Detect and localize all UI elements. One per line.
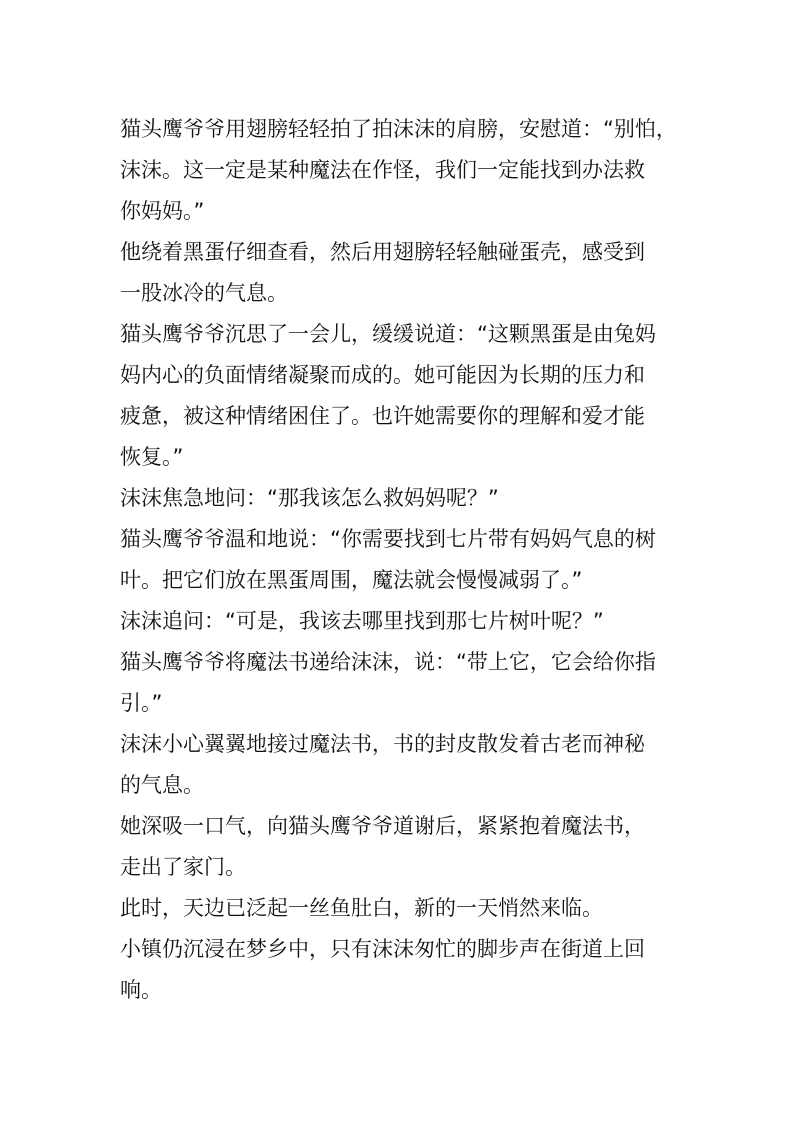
text-line: 的气息。: [120, 773, 204, 797]
text-line: 沫沫。这一定是某种魔法在作怪，我们一定能找到办法救: [120, 158, 645, 182]
text-line: 猫头鹰爷爷用翅膀轻轻拍了拍沫沫的肩膀，安慰道：“别怕，: [120, 117, 677, 141]
text-line: 猫头鹰爷爷沉思了一会儿，缓缓说道：“这颗黑蛋是由兔妈: [120, 322, 656, 346]
text-line: 沫沫追问：“可是，我该去哪里找到那七片树叶呢？”: [120, 609, 604, 633]
text-line: 疲惫，被这种情绪困住了。也许她需要你的理解和爱才能: [120, 404, 645, 428]
text-line: 他绕着黑蛋仔细查看，然后用翅膀轻轻触碰蛋壳，感受到: [120, 240, 645, 264]
story-text: [120, 109, 680, 1011]
text-line: 她深吸一口气，向猫头鹰爷爷道谢后，紧紧抱着魔法书，: [120, 814, 645, 838]
text-line: 妈内心的负面情绪凝聚而成的。她可能因为长期的压力和: [120, 363, 645, 387]
text-line: 走出了家门。: [120, 855, 246, 879]
text-line: 小镇仍沉浸在梦乡中，只有沫沫匆忙的脚步声在街道上回: [120, 937, 645, 961]
text-line: 沫沫小心翼翼地接过魔法书，书的封皮散发着古老而神秘: [120, 732, 645, 756]
text-line: 你妈妈。”: [120, 199, 205, 223]
text-line: 猫头鹰爷爷将魔法书递给沫沫，说：“带上它，它会给你指: [120, 650, 656, 674]
text-line: 猫头鹰爷爷温和地说：“你需要找到七片带有妈妈气息的树: [120, 527, 656, 551]
text-line: 恢复。”: [120, 445, 184, 469]
text-line: 一股冰冷的气息。: [120, 281, 288, 305]
text-line: 叶。把它们放在黑蛋周围，魔法就会慢慢减弱了。”: [120, 568, 583, 592]
text-line: 此时，天边已泛起一丝鱼肚白，新的一天悄然来临。: [120, 896, 603, 920]
text-line: 沫沫焦急地问：“那我该怎么救妈妈呢？”: [120, 486, 499, 510]
text-line: 响。: [120, 978, 162, 1002]
text-line: 引。”: [120, 691, 163, 715]
